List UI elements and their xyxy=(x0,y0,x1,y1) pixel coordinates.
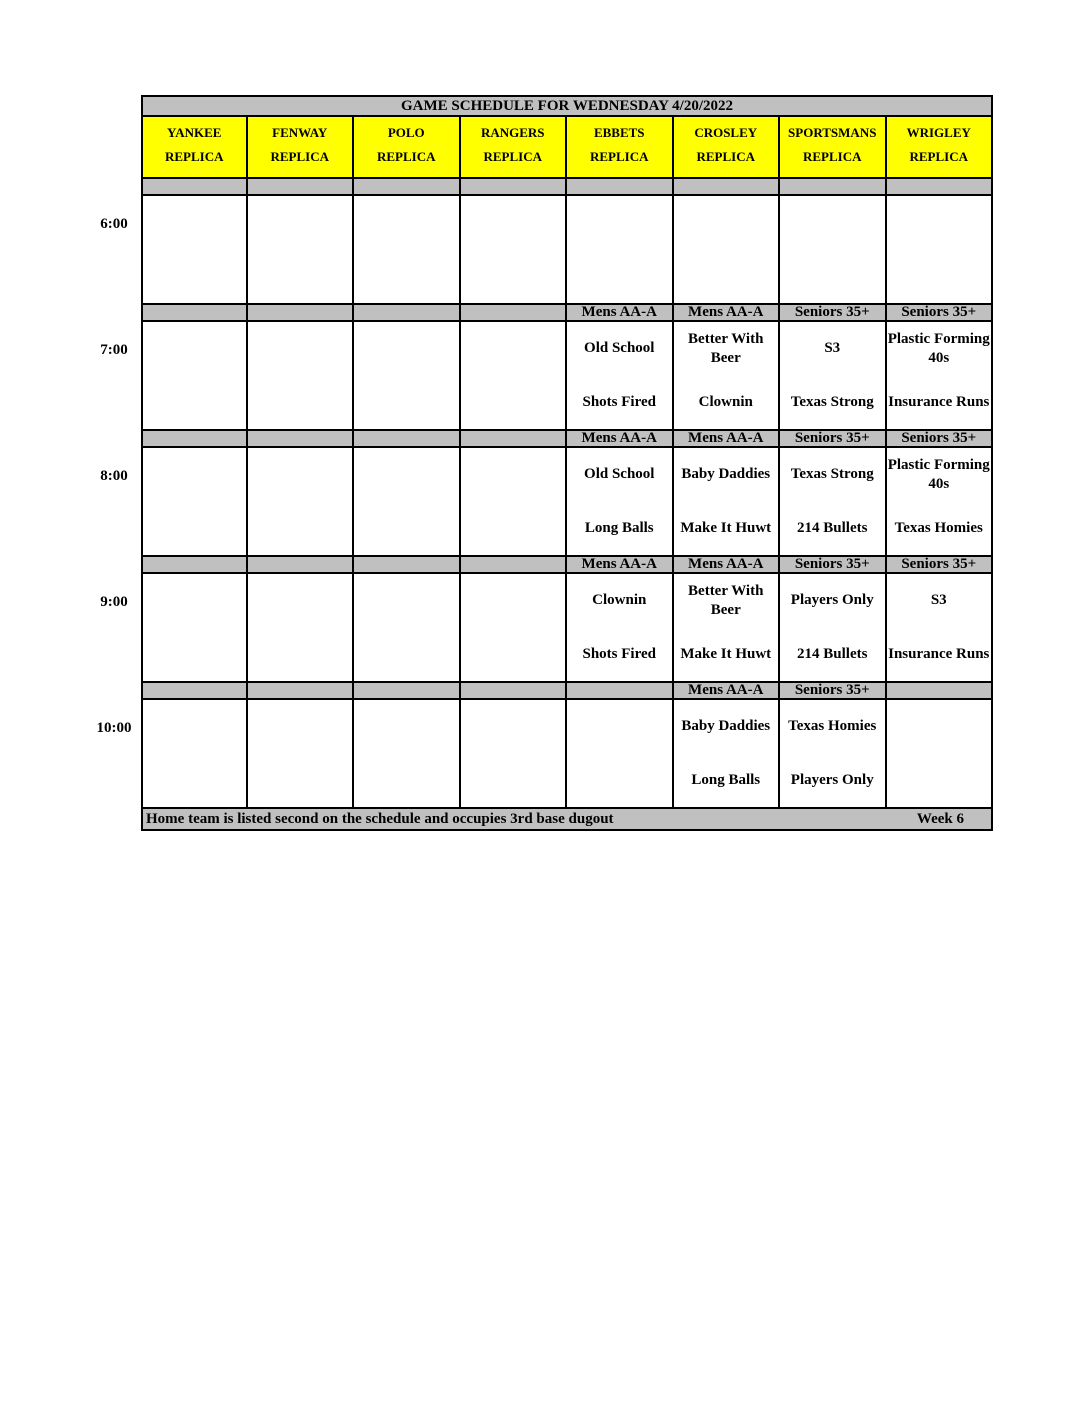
game-cell xyxy=(461,700,568,809)
game-row xyxy=(141,700,993,809)
division-label xyxy=(248,431,355,448)
away-team xyxy=(887,700,992,754)
away-team xyxy=(143,574,246,628)
away-team: Baby Daddies xyxy=(681,718,771,735)
away-team xyxy=(461,700,566,754)
division-label xyxy=(248,179,355,196)
game-cell xyxy=(141,574,248,683)
division-label xyxy=(567,179,674,196)
field-name: RANGERS xyxy=(480,125,545,140)
home-team xyxy=(887,250,992,304)
field-name: FENWAY xyxy=(272,125,328,140)
game-cell xyxy=(567,322,674,431)
home-team: Texas Homies xyxy=(894,519,983,536)
field-type: REPLICA xyxy=(270,149,329,164)
away-team xyxy=(248,700,353,754)
game-cell xyxy=(887,448,994,557)
game-cell xyxy=(354,322,461,431)
division-row xyxy=(141,557,993,574)
home-team: Clownin xyxy=(698,393,753,410)
away-team xyxy=(461,196,566,250)
away-team xyxy=(461,448,566,502)
away-team xyxy=(887,196,992,250)
field-name: POLO xyxy=(387,125,425,140)
game-row xyxy=(141,196,993,305)
home-team: Shots Fired xyxy=(582,393,656,410)
field-header-rangers xyxy=(461,117,568,179)
game-cell xyxy=(780,574,887,683)
game-row xyxy=(141,322,993,431)
field-header-sportsmans xyxy=(780,117,887,179)
division-label: Seniors 35+ xyxy=(887,557,994,574)
field-header-wrigley xyxy=(887,117,994,179)
division-row xyxy=(141,179,993,196)
away-team xyxy=(354,700,459,754)
division-label: Mens AA-A xyxy=(567,557,674,574)
division-label xyxy=(248,557,355,574)
home-team xyxy=(354,754,459,808)
field-type: REPLICA xyxy=(909,149,968,164)
game-cell xyxy=(354,574,461,683)
away-team: Plastic Forming 40s xyxy=(887,330,990,366)
field-header-crosley xyxy=(674,117,781,179)
game-cell xyxy=(248,700,355,809)
time-label: 8:00 xyxy=(100,468,128,484)
home-team xyxy=(461,754,566,808)
home-team: Texas Strong xyxy=(790,393,874,410)
away-team: Clownin xyxy=(592,592,647,609)
away-team: Texas Homies xyxy=(788,718,877,735)
game-cell xyxy=(887,322,994,431)
game-cell xyxy=(567,196,674,305)
home-team xyxy=(354,376,459,430)
away-team xyxy=(567,196,672,250)
division-label: Seniors 35+ xyxy=(780,683,887,700)
division-label xyxy=(461,305,568,322)
away-team: Old School xyxy=(584,466,655,483)
game-cell xyxy=(674,448,781,557)
field-name: CROSLEY xyxy=(694,125,758,140)
game-cell xyxy=(887,574,994,683)
schedule-footer xyxy=(141,809,993,831)
division-label xyxy=(141,179,248,196)
division-label: Seniors 35+ xyxy=(887,305,994,322)
division-label xyxy=(354,557,461,574)
game-cell xyxy=(567,448,674,557)
division-label xyxy=(354,305,461,322)
game-cell xyxy=(141,448,248,557)
division-label: Mens AA-A xyxy=(674,431,781,448)
game-row xyxy=(141,448,993,557)
division-label xyxy=(141,431,248,448)
division-label xyxy=(461,683,568,700)
division-label xyxy=(461,179,568,196)
away-team xyxy=(354,448,459,502)
division-label: Mens AA-A xyxy=(567,431,674,448)
home-team xyxy=(248,502,353,556)
game-cell xyxy=(461,448,568,557)
division-label xyxy=(354,431,461,448)
division-label: Mens AA-A xyxy=(567,305,674,322)
division-label xyxy=(141,683,248,700)
game-cell xyxy=(248,574,355,683)
home-team: Players Only xyxy=(790,771,874,788)
game-cell xyxy=(674,196,781,305)
schedule-title: GAME SCHEDULE FOR WEDNESDAY 4/20/2022 xyxy=(141,95,993,117)
game-cell xyxy=(141,196,248,305)
home-team xyxy=(143,250,246,304)
time-label: 10:00 xyxy=(96,720,132,736)
home-team xyxy=(354,502,459,556)
game-cell xyxy=(461,196,568,305)
home-team: Insurance Runs xyxy=(888,645,990,662)
home-team: 214 Bullets xyxy=(797,519,868,536)
game-cell xyxy=(461,322,568,431)
division-label xyxy=(461,557,568,574)
field-header-ebbets xyxy=(567,117,674,179)
time-label: 9:00 xyxy=(100,594,128,610)
division-row xyxy=(141,305,993,322)
game-cell xyxy=(674,322,781,431)
away-team xyxy=(354,322,459,376)
away-team xyxy=(354,196,459,250)
home-team xyxy=(143,754,246,808)
division-label xyxy=(354,683,461,700)
away-team xyxy=(461,574,566,628)
away-team xyxy=(674,196,779,250)
game-cell xyxy=(354,196,461,305)
game-cell xyxy=(567,574,674,683)
home-team: Long Balls xyxy=(584,519,654,536)
game-cell xyxy=(887,196,994,305)
away-team xyxy=(143,448,246,502)
division-label xyxy=(567,683,674,700)
away-team xyxy=(248,196,353,250)
field-type: REPLICA xyxy=(802,149,862,164)
home-team xyxy=(780,250,885,304)
home-team: Insurance Runs xyxy=(888,393,990,410)
home-team xyxy=(567,250,672,304)
week-label: Week 6 xyxy=(916,811,964,827)
game-cell xyxy=(780,196,887,305)
game-cell xyxy=(780,322,887,431)
home-team xyxy=(248,250,353,304)
field-name: WRIGLEY xyxy=(906,125,971,140)
division-row xyxy=(141,431,993,448)
away-team: Old School xyxy=(584,340,655,357)
division-label xyxy=(674,179,781,196)
home-team xyxy=(674,250,779,304)
home-team: Shots Fired xyxy=(582,645,656,662)
game-cell xyxy=(141,700,248,809)
division-row xyxy=(141,683,993,700)
home-team xyxy=(354,628,459,682)
game-cell xyxy=(887,700,994,809)
time-label: 7:00 xyxy=(100,342,128,358)
home-team xyxy=(143,502,246,556)
home-team xyxy=(248,754,353,808)
away-team xyxy=(248,448,353,502)
home-team: Make It Huwt xyxy=(680,519,772,536)
game-cell xyxy=(248,448,355,557)
division-label xyxy=(461,431,568,448)
field-header-fenway xyxy=(248,117,355,179)
field-type: REPLICA xyxy=(376,149,436,164)
away-team: Plastic Forming 40s xyxy=(887,456,990,492)
home-team xyxy=(461,376,566,430)
home-team xyxy=(461,628,566,682)
schedule-sheet xyxy=(141,95,993,831)
game-cell xyxy=(141,322,248,431)
division-label: Seniors 35+ xyxy=(887,431,994,448)
field-type: REPLICA xyxy=(483,149,542,164)
home-team xyxy=(143,628,246,682)
field-type: REPLICA xyxy=(164,149,224,164)
away-team xyxy=(143,322,246,376)
division-label: Seniors 35+ xyxy=(780,431,887,448)
field-header-row xyxy=(141,117,993,179)
game-cell xyxy=(354,700,461,809)
field-type: REPLICA xyxy=(696,149,755,164)
away-team xyxy=(143,700,246,754)
game-cell xyxy=(354,448,461,557)
field-name: YANKEE xyxy=(167,125,222,140)
game-cell xyxy=(780,448,887,557)
away-team: Players Only xyxy=(790,592,874,609)
division-label xyxy=(354,179,461,196)
division-label xyxy=(141,305,248,322)
division-label: Seniors 35+ xyxy=(780,305,887,322)
away-team: Texas Strong xyxy=(790,466,874,483)
game-cell xyxy=(780,700,887,809)
division-label xyxy=(887,179,994,196)
home-team: Long Balls xyxy=(691,771,761,788)
field-name: SPORTSMANS xyxy=(788,125,877,140)
field-type: REPLICA xyxy=(589,149,649,164)
away-team xyxy=(354,574,459,628)
away-team xyxy=(143,196,246,250)
home-team: Make It Huwt xyxy=(680,645,772,662)
home-team xyxy=(887,754,992,808)
division-label xyxy=(780,179,887,196)
division-label: Seniors 35+ xyxy=(780,557,887,574)
away-team xyxy=(461,322,566,376)
time-label: 6:00 xyxy=(100,216,128,232)
field-name: EBBETS xyxy=(593,125,645,140)
away-team: Better With Beer xyxy=(688,330,764,366)
game-cell xyxy=(674,700,781,809)
game-cell xyxy=(248,196,355,305)
division-label: Mens AA-A xyxy=(674,683,781,700)
game-cell xyxy=(567,700,674,809)
game-cell xyxy=(461,574,568,683)
home-team-note: Home team is listed second on the schedule and occupies 3rd base dugout xyxy=(146,811,614,827)
home-team: 214 Bullets xyxy=(797,645,868,662)
division-label xyxy=(248,305,355,322)
game-cell xyxy=(248,322,355,431)
field-header-yankee xyxy=(141,117,248,179)
away-team xyxy=(248,322,353,376)
home-team xyxy=(143,376,246,430)
home-team xyxy=(248,628,353,682)
division-label xyxy=(141,557,248,574)
away-team: S3 xyxy=(930,592,947,609)
away-team: S3 xyxy=(824,340,841,357)
game-cell xyxy=(674,574,781,683)
away-team: Baby Daddies xyxy=(681,466,771,483)
division-label: Mens AA-A xyxy=(674,557,781,574)
away-team: Better With Beer xyxy=(688,582,764,618)
home-team xyxy=(248,376,353,430)
away-team xyxy=(248,574,353,628)
division-label: Mens AA-A xyxy=(674,305,781,322)
time-slots xyxy=(141,179,993,809)
home-team xyxy=(567,754,672,808)
home-team xyxy=(354,250,459,304)
home-team xyxy=(461,250,566,304)
away-team xyxy=(780,196,885,250)
division-label xyxy=(887,683,994,700)
home-team xyxy=(461,502,566,556)
game-row xyxy=(141,574,993,683)
away-team xyxy=(567,700,672,754)
field-header-polo xyxy=(354,117,461,179)
division-label xyxy=(248,683,355,700)
